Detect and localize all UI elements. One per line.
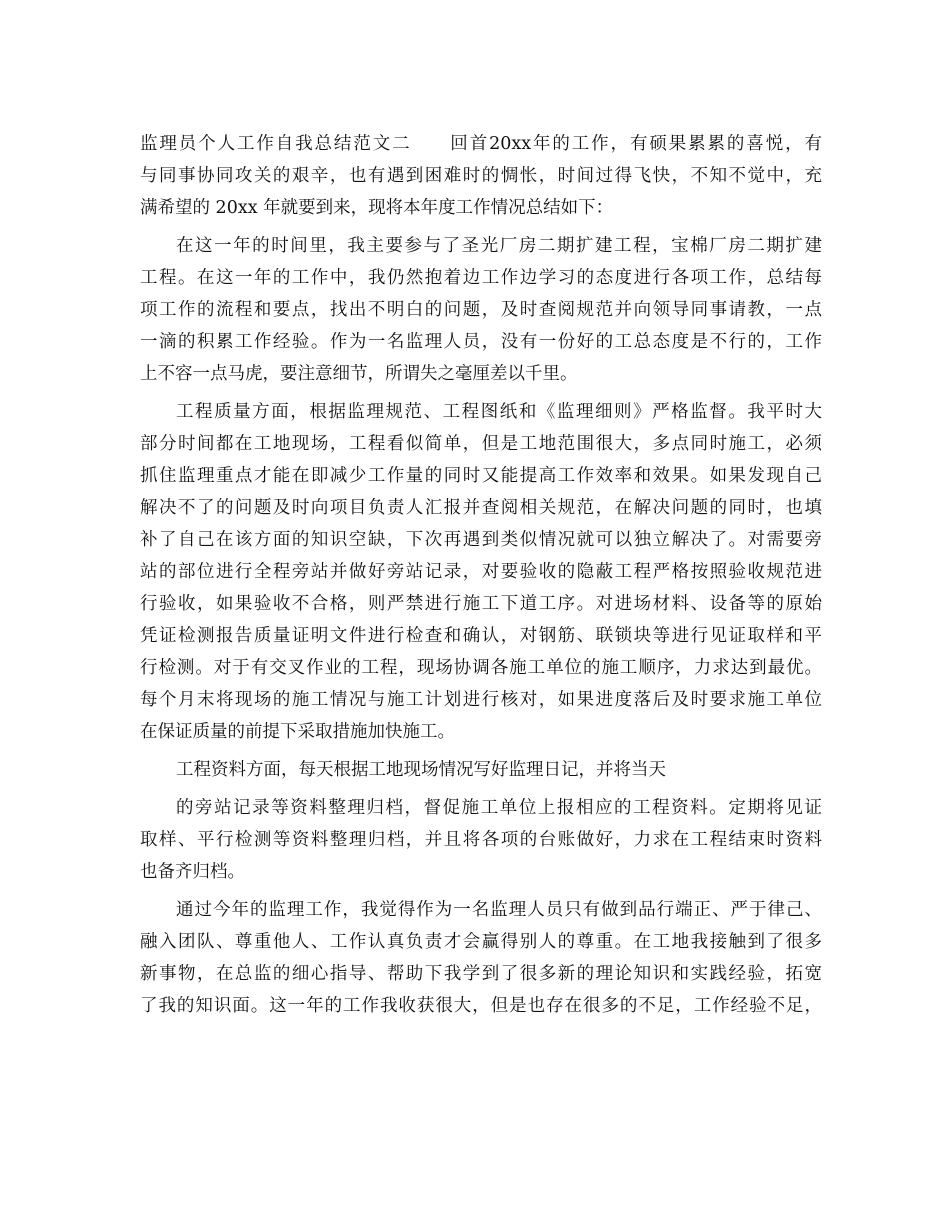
text-line: 了我的知识面。这一年的工作我收获很大，但是也存在很多的不足，工作经验不足， bbox=[140, 996, 822, 1016]
text-line: 在保证质量的前提下采取措施加快施工。 bbox=[140, 722, 455, 742]
text-line: 与同事协同攻关的艰辛，也有遇到困难时的惆怅，时间过得飞快，不知不觉中，充 bbox=[140, 166, 822, 186]
text-line: 凭证检测报告质量证明文件进行检查和确认，对钢筋、联锁块等进行见证取样和平 bbox=[140, 626, 822, 646]
text-line: 工程资料方面，每天根据工地现场情况写好监理日记，并将当天 bbox=[176, 760, 666, 780]
text-line: 监理员个人工作自我总结范文二 回首20xx年的工作，有硕果累累的喜悦，有 bbox=[140, 134, 822, 154]
text-line: 工程。在这一年的工作中，我仍然抱着边工作边学习的态度进行各项工作，总结每 bbox=[140, 268, 822, 288]
text-line: 站的部位进行全程旁站并做好旁站记录，对要验收的隐蔽工程严格按照验收规范进 bbox=[140, 562, 822, 582]
text-line: 行检测。对于有交叉作业的工程，现场协调各施工单位的施工顺序，力求达到最优。 bbox=[140, 658, 822, 678]
text-line: 取样、平行检测等资料整理归档，并且将各项的台账做好，力求在工程结束时资料 bbox=[140, 830, 822, 850]
text-line: 补了自己在该方面的知识空缺，下次再遇到类似情况就可以独立解决了。对需要旁 bbox=[140, 530, 822, 550]
text-line: 的旁站记录等资料整理归档，督促施工单位上报相应的工程资料。定期将见证 bbox=[176, 798, 822, 818]
text-line: 行验收，如果验收不合格，则严禁进行施工下道工序。对进场材料、设备等的原始 bbox=[140, 594, 822, 614]
text-line: 融入团队、尊重他人、工作认真负责才会赢得别人的尊重。在工地我接触到了很多 bbox=[140, 932, 822, 952]
text-line: 新事物，在总监的细心指导、帮助下我学到了很多新的理论知识和实践经验，拓宽 bbox=[140, 964, 822, 984]
text-line: 抓住监理重点才能在即减少工作量的同时又能提高工作效率和效果。如果发现自己 bbox=[140, 466, 822, 486]
text-line: 项工作的流程和要点，找出不明白的问题，及时查阅规范并向领导同事请教，一点 bbox=[140, 300, 822, 320]
text-line: 每个月末将现场的施工情况与施工计划进行核对，如果进度落后及时要求施工单位 bbox=[140, 690, 822, 710]
text-line: 部分时间都在工地现场，工程看似简单，但是工地范围很大，多点同时施工，必须 bbox=[140, 434, 822, 454]
text-line: 上不容一点马虎，要注意细节，所谓失之毫厘差以千里。 bbox=[140, 364, 578, 384]
text-line: 也备齐归档。 bbox=[140, 862, 245, 882]
text-line: 工程质量方面，根据监理规范、工程图纸和《监理细则》严格监督。我平时大 bbox=[176, 402, 822, 422]
text-line: 解决不了的问题及时向项目负责人汇报并查阅相关规范，在解决问题的同时，也填 bbox=[140, 498, 822, 518]
document-body bbox=[140, 128, 822, 1022]
text-line: 通过今年的监理工作，我觉得作为一名监理人员只有做到品行端正、严于律己、 bbox=[176, 900, 822, 920]
text-line: 一滴的积累工作经验。作为一名监理人员，没有一份好的工总态度是不行的，工作 bbox=[140, 332, 822, 352]
text-line: 在这一年的时间里，我主要参与了圣光厂房二期扩建工程，宝棉厂房二期扩建 bbox=[176, 236, 822, 256]
text-line: 满希望的 20xx 年就要到来，现将本年度工作情况总结如下： bbox=[140, 198, 614, 218]
